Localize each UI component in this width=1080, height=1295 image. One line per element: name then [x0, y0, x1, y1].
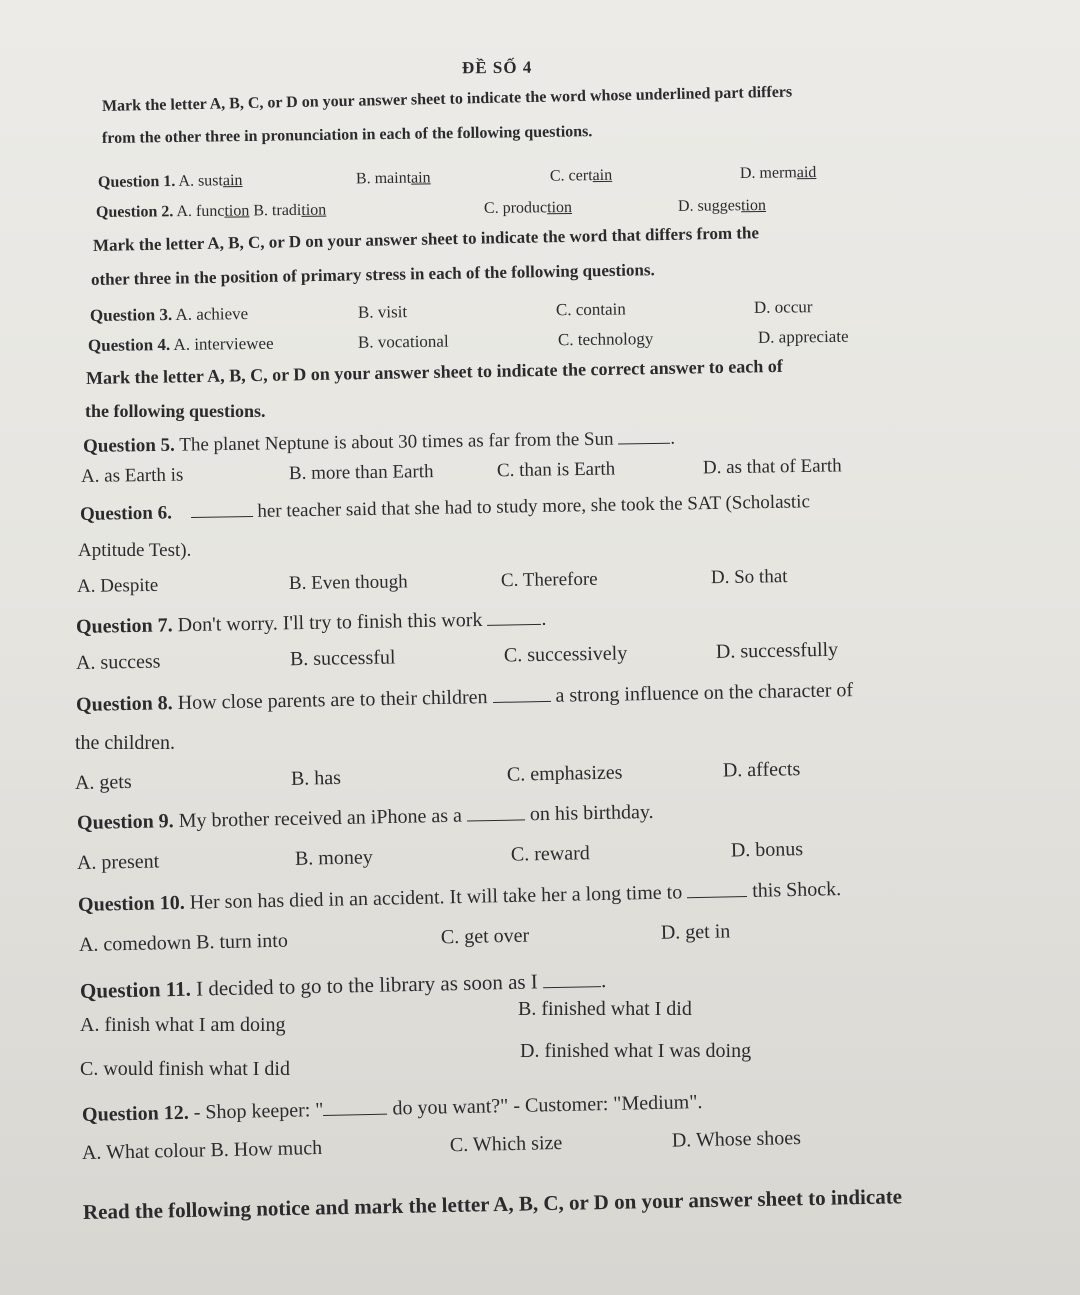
option-b[interactable]: B. money: [294, 846, 373, 870]
question-1: [98, 163, 878, 192]
option-d[interactable]: D. appreciate: [757, 326, 849, 347]
question-label: Question 8.: [75, 692, 173, 716]
option-d[interactable]: D. So that: [710, 566, 788, 589]
option-b[interactable]: B. tradition: [253, 201, 327, 220]
question-label: Question 7.: [75, 614, 173, 638]
option-d[interactable]: D. occur: [753, 297, 813, 317]
option-c[interactable]: C. emphasizes: [506, 761, 623, 786]
question-9-options: [77, 836, 917, 875]
option-c[interactable]: C. certain: [549, 166, 613, 185]
question-label: Question 2.: [95, 203, 174, 221]
option-a[interactable]: A. comedown: [78, 931, 192, 956]
question-label: Question 12.: [81, 1101, 189, 1126]
question-11-option-d[interactable]: D. finished what I was doing: [520, 1040, 752, 1062]
question-5-stem: Question 5. The planet Neptune is about 30 times as far from the Sun .: [83, 424, 675, 458]
question-label: Question 10.: [77, 891, 185, 916]
option-d[interactable]: D. bonus: [730, 838, 804, 862]
answer-blank[interactable]: [467, 799, 525, 821]
option-c[interactable]: C. technology: [557, 329, 654, 350]
answer-blank[interactable]: [492, 681, 550, 703]
option-c[interactable]: C. contain: [555, 299, 626, 320]
option-c[interactable]: C. get over: [440, 924, 530, 949]
question-8-stem: Question 8. How close parents are to their children a strong influence on the character of: [75, 679, 854, 716]
option-c[interactable]: C. than is Earth: [496, 458, 616, 482]
question-label: Question 11.: [79, 976, 192, 1003]
option-a[interactable]: A. success: [75, 650, 161, 674]
option-c[interactable]: C. Which size: [449, 1131, 563, 1157]
option-b[interactable]: B. maintain: [355, 169, 431, 188]
question-4: [88, 326, 888, 356]
option-d[interactable]: D. mermaid: [739, 163, 817, 183]
question-label: Question 5.: [82, 434, 176, 457]
section1-instruction-line1: Mark the letter A, B, C, or D on your answer sheet to indicate the word whose underlined part differs: [101, 83, 793, 115]
option-a[interactable]: A. function: [176, 202, 250, 221]
question-7-options: [76, 637, 916, 675]
option-b[interactable]: B. more than Earth: [288, 461, 434, 485]
question-8-stem-line2: the children.: [75, 732, 175, 754]
option-d[interactable]: D. get in: [660, 920, 731, 944]
option-a[interactable]: A. as Earth is: [80, 464, 184, 487]
option-c[interactable]: C. production: [483, 199, 573, 217]
option-b[interactable]: B. Even though: [288, 571, 408, 595]
option-c[interactable]: C. reward: [510, 842, 590, 866]
option-a[interactable]: A. present: [76, 850, 160, 874]
answer-blank[interactable]: [487, 604, 541, 626]
section1-instruction-line2: from the other three in pronunciation in each of the following questions.: [101, 123, 593, 147]
question-7-stem: Question 7. Don't worry. I'll try to finish this work .: [76, 604, 547, 639]
option-b[interactable]: B. visit: [357, 302, 408, 322]
question-label: Question 3.: [89, 304, 173, 325]
question-10-options: [79, 916, 919, 957]
question-10-stem: Question 10. Her son has died in an accident. It will take her a long time to this Shock.: [78, 874, 842, 917]
page-title: ĐỀ SỐ 4: [461, 57, 533, 78]
answer-blank[interactable]: [543, 965, 601, 988]
section2-instruction-line2: other three in the position of primary stress in each of the following questions.: [90, 260, 655, 289]
option-a[interactable]: A. What colour: [81, 1139, 206, 1164]
option-b[interactable]: B. has: [290, 766, 342, 790]
question-12-options: [82, 1124, 922, 1165]
option-d[interactable]: D. successfully: [715, 638, 839, 663]
question-8-options: [75, 756, 915, 795]
question-label: Question 6.: [79, 502, 173, 525]
option-a[interactable]: A. Despite: [76, 574, 159, 597]
option-d[interactable]: D. as that of Earth: [702, 455, 842, 479]
option-c[interactable]: C. Therefore: [500, 568, 598, 592]
section3-instruction-line1: Mark the letter A, B, C, or D on your answer sheet to indicate the correct answer to each of: [85, 355, 783, 388]
answer-blank[interactable]: [618, 424, 670, 445]
question-11-stem: Question 11. I decided to go to the library as soon as I .: [80, 965, 607, 1004]
question-12-stem: Question 12. - Shop keeper: " do you want?" - Customer: "Medium".: [81, 1091, 703, 1126]
section3-instruction-line2: the following questions.: [85, 401, 266, 421]
option-a[interactable]: A. gets: [74, 770, 132, 794]
answer-blank[interactable]: [687, 876, 747, 898]
option-c[interactable]: C. successively: [503, 642, 628, 667]
question-6-options: [77, 565, 897, 598]
question-11-option-a[interactable]: A. finish what I am doing: [80, 1014, 286, 1036]
option-d[interactable]: D. affects: [722, 758, 801, 782]
section4-instruction-line1: Read the following notice and mark the letter A, B, C, or D on your answer sheet to indicate: [82, 1184, 903, 1224]
question-6-stem-line2: Aptitude Test).: [78, 540, 192, 561]
answer-blank[interactable]: [190, 497, 252, 518]
option-a[interactable]: A. achieve: [175, 304, 249, 324]
option-b[interactable]: B. successful: [289, 646, 396, 671]
question-11-option-c[interactable]: C. would finish what I did: [80, 1058, 290, 1080]
question-label: Question 4.: [87, 334, 171, 355]
section2-instruction-line1: Mark the letter A, B, C, or D on your answer sheet to indicate the word that differs from the: [92, 223, 760, 255]
question-label: Question 9.: [76, 810, 174, 834]
question-3: [90, 296, 890, 326]
option-b[interactable]: B. turn into: [195, 929, 289, 954]
question-6-stem: Question 6. her teacher said that she had to study more, she took the SAT (Scholastic: [79, 491, 811, 525]
question-9-stem: Question 9. My brother received an iPhone as a on his birthday.: [76, 800, 654, 834]
option-d[interactable]: D. suggestion: [677, 196, 767, 215]
question-11-option-b[interactable]: B. finished what I did: [518, 998, 692, 1020]
question-label: Question 1.: [97, 172, 176, 191]
option-a[interactable]: A. sustain: [178, 171, 243, 190]
option-d[interactable]: D. Whose shoes: [671, 1126, 802, 1152]
question-2: [96, 196, 876, 222]
question-5-options: [81, 455, 901, 488]
option-b[interactable]: B. vocational: [357, 331, 449, 352]
answer-blank[interactable]: [323, 1094, 387, 1116]
option-b[interactable]: B. How much: [210, 1136, 323, 1162]
option-a[interactable]: A. interviewee: [173, 333, 274, 354]
